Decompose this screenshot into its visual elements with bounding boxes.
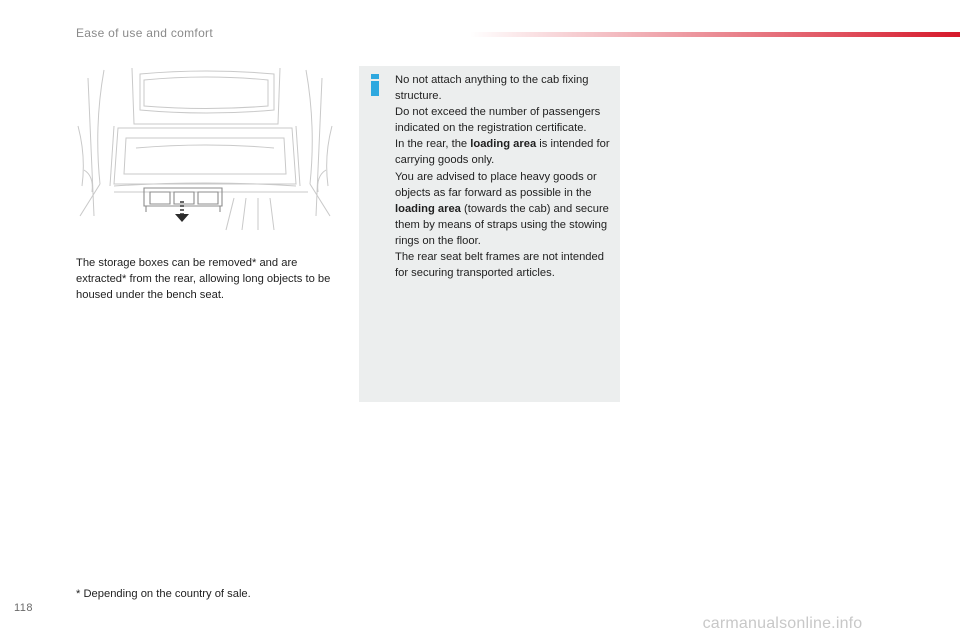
info-line — [395, 136, 617, 168]
page-number: 118 — [14, 602, 34, 614]
loading-area-term: loading area — [470, 138, 537, 151]
info-line — [395, 169, 617, 249]
info-line: Do not exceed the number of passengers indicated on the registration certificate. — [395, 106, 601, 135]
info-line-text: is intended for carrying goods only. — [395, 138, 610, 167]
info-line-text: In the rear, the — [395, 138, 471, 151]
footnote: * Depending on the country of sale. — [76, 588, 251, 600]
info-notice-text — [395, 72, 617, 281]
header-accent-bar — [470, 32, 960, 37]
info-icon — [370, 74, 380, 96]
vehicle-rear-storage-illustration — [74, 66, 336, 244]
loading-area-term: loading area — [395, 202, 461, 215]
info-line-text: You are advised to place heavy goods or objects as far forward as possible in the — [395, 170, 597, 199]
info-line-text: (towards the cab) and secure them by means of straps using the stowing rings on the floor. — [395, 202, 609, 247]
storage-boxes-description: The storage boxes can be removed* and are extracted* from the rear, allowing long objects to be housed under the bench seat. — [76, 257, 331, 301]
watermark: carmanualsonline.info — [610, 612, 955, 636]
info-notice-box — [359, 66, 620, 402]
info-line: No not attach anything to the cab fixing structure. — [395, 74, 589, 103]
section-title: Ease of use and comfort — [76, 26, 213, 40]
info-line: The rear seat belt frames are not intended for securing transported articles. — [395, 251, 604, 280]
